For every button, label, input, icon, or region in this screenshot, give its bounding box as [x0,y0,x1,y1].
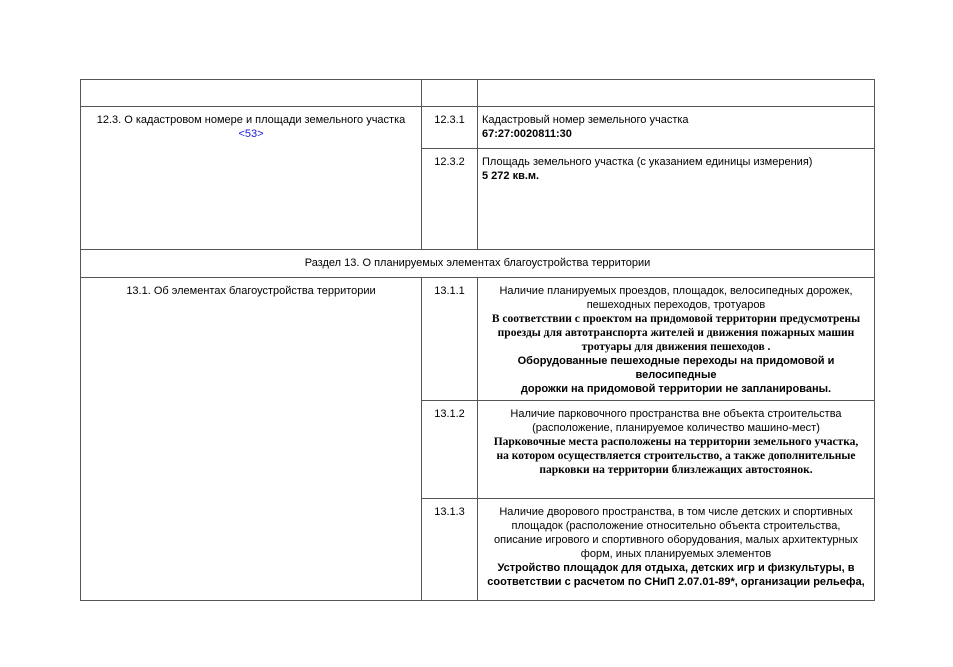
item-number: 13.1.2 [422,401,478,499]
item-number: 12.3.2 [422,149,478,250]
item-bold-line: Устройство площадок для отдыха, детских игр и физкультуры, в [497,562,855,574]
land-area-value: 5 272 кв.м. [482,170,540,182]
item-label-line: площадок (расположение относительно объекта строительства, [511,520,841,532]
section-13-1-title: 13.1. Об элементах благоустройства территории [81,278,422,601]
section-header-row [81,250,875,278]
item-cell [478,149,875,250]
item-cell [478,401,875,499]
cadastral-number-value: 67:27:0020811:30 [482,128,572,140]
item-label-line: Наличие парковочного пространства вне объекта строительства [510,408,842,420]
item-bold-line: Оборудованные пешеходные переходы на придомовой и велосипедные [517,355,835,381]
project-declaration-table [80,79,875,601]
item-text-line: парковки на территории близлежащих автостоянок. [539,464,813,476]
item-bold-line: дорожки на придомовой территории не запланированы. [520,383,832,395]
item-label-line: Наличие дворового пространства, в том числе детских и спортивных [499,506,853,518]
item-text-line: тротуары для движения пешеходов . [581,341,771,353]
item-label-line: описание игрового и спортивного оборудования, малых архитектурных [494,534,858,546]
item-cell [478,107,875,149]
table-row-empty [81,80,875,107]
item-number: 12.3.1 [422,107,478,149]
table-row [81,107,875,149]
item-text-line: проезды для автотранспорта жителей и движения пожарных машин [497,327,855,339]
item-text-line: на котором осуществляется строительство, а также дополнительные [496,450,856,462]
item-cell [478,278,875,401]
item-number: 13.1.1 [422,278,478,401]
section-13-title: Раздел 13. О планируемых элементах благоустройства территории [81,250,875,278]
item-label-line: Наличие планируемых проездов, площадок, велосипедных дорожек, [499,285,853,297]
table-row [81,278,875,401]
empty-cell [422,80,478,107]
item-text-line: В соответствии с проектом на придомовой территории предусмотрены [491,313,861,325]
section-12-3-title: 12.3. О кадастровом номере и площади земельного участка [96,114,406,126]
empty-cell [81,80,422,107]
item-label: Площадь земельного участка (с указанием единицы измерения) [482,156,813,168]
section-12-3-title-cell [81,107,422,250]
item-label-line: форм, иных планируемых элементов [580,548,772,560]
item-label-line: (расположение, планируемое количество машино-мест) [532,422,820,434]
item-text-line: Парковочные места расположены на территории земельного участка, [493,436,859,448]
item-number: 13.1.3 [422,499,478,601]
item-label-line: пешеходных переходов, тротуаров [586,299,766,311]
item-bold-line: соответствии с расчетом по СНиП 2.07.01-89*, организации рельефа, [487,576,865,588]
item-cell [478,499,875,601]
empty-cell [478,80,875,107]
footnote-ref-link[interactable]: <53> [238,128,264,140]
item-label: Кадастровый номер земельного участка [482,114,689,126]
